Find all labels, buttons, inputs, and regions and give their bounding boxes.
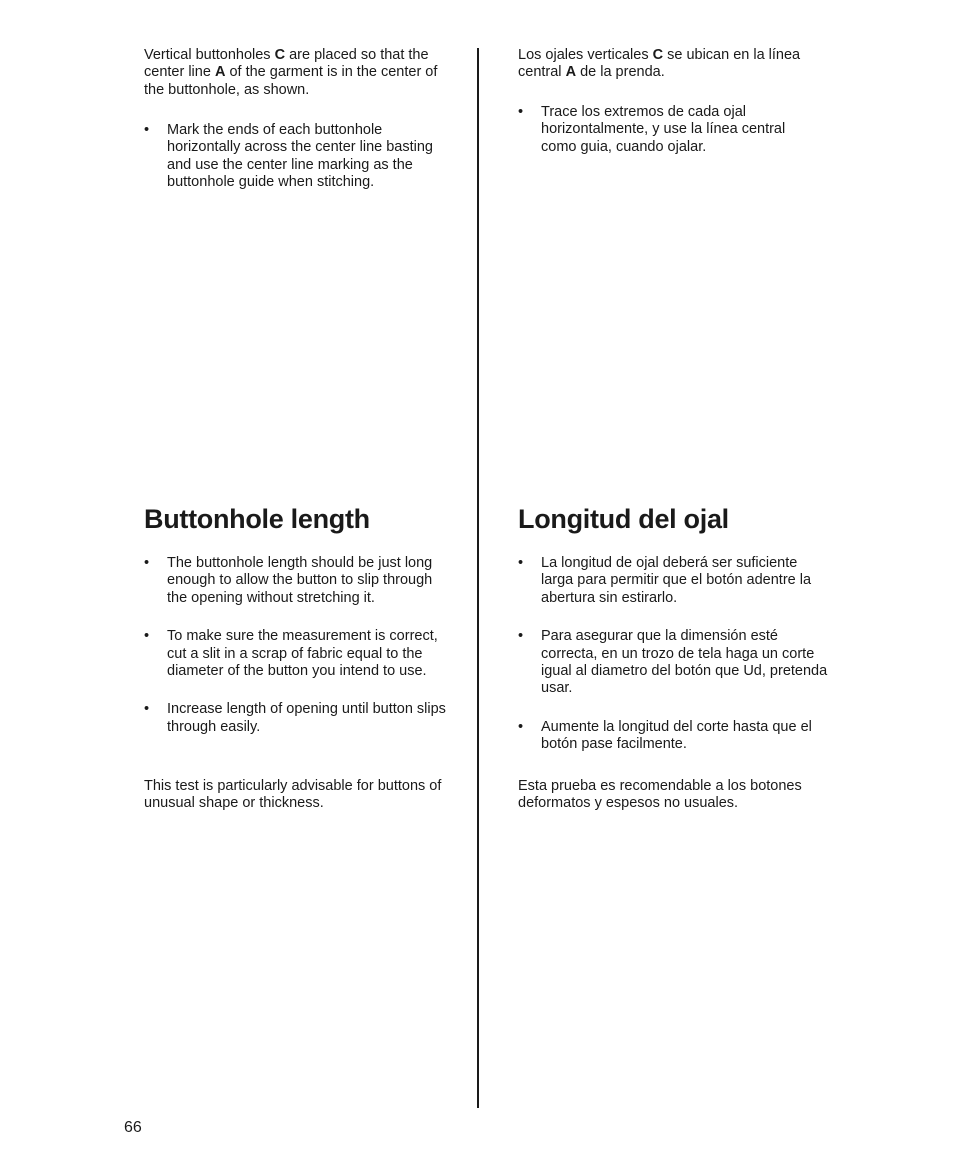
intro-text: are placed so that the center line: [144, 47, 429, 81]
page-number: 66: [124, 1119, 142, 1136]
label-a: A: [214, 64, 226, 81]
english-length-list: [144, 555, 454, 757]
intro-text: Los ojales verticales: [518, 47, 653, 63]
list-item: • The buttonhole length should be just long enough to allow the button to slip through the opening without stretching it.: [144, 555, 454, 607]
spanish-length-list: [518, 555, 828, 775]
list-item: • Mark the ends of each buttonhole horizontally across the center line basting and use the center line marking as the buttonhole guide when stitching.: [144, 122, 444, 192]
list-item: • Aumente la longitud del corte hasta que el botón pase facilmente.: [518, 719, 828, 754]
english-heading: Buttonhole length: [144, 504, 370, 534]
spanish-closing-paragraph: Esta prueba es recomendable a los botones deformatos y espesos no usuales.: [518, 778, 802, 812]
spanish-heading: Longitud del ojal: [518, 504, 729, 534]
list-item: • To make sure the measurement is correct, cut a slit in a scrap of fabric equal to the diameter of the button you intend to use.: [144, 628, 454, 680]
list-item: • Increase length of opening until button slips through easily.: [144, 701, 454, 736]
english-intro-paragraph: [144, 47, 444, 99]
english-marking-list: [144, 122, 444, 192]
label-c: C: [274, 47, 286, 63]
list-item: • Para asegurar que la dimensión esté correcta, en un trozo de tela haga un corte igual al diametro del botón que Ud, pretenda usar.: [518, 628, 828, 698]
intro-text: Vertical buttonholes: [144, 47, 275, 63]
label-a: A: [565, 64, 577, 81]
intro-text: se ubican en la línea central: [518, 47, 801, 81]
intro-text: de la prenda.: [576, 64, 665, 81]
spanish-marking-list: [518, 104, 818, 156]
intro-text: of the garment is in the center of the buttonhole, as shown.: [144, 64, 438, 98]
spanish-intro-paragraph: [518, 47, 818, 82]
list-item: • La longitud de ojal deberá ser suficiente larga para permitir que el botón adentre la abertura sin estirarlo.: [518, 555, 828, 607]
list-item: • Trace los extremos de cada ojal horizontalmente, y use la línea central como guia, cuando ojalar.: [518, 104, 818, 156]
column-divider: [477, 48, 479, 1108]
label-c: C: [652, 47, 664, 63]
english-closing-paragraph: This test is particularly advisable for buttons of unusual shape or thickness.: [144, 778, 442, 812]
